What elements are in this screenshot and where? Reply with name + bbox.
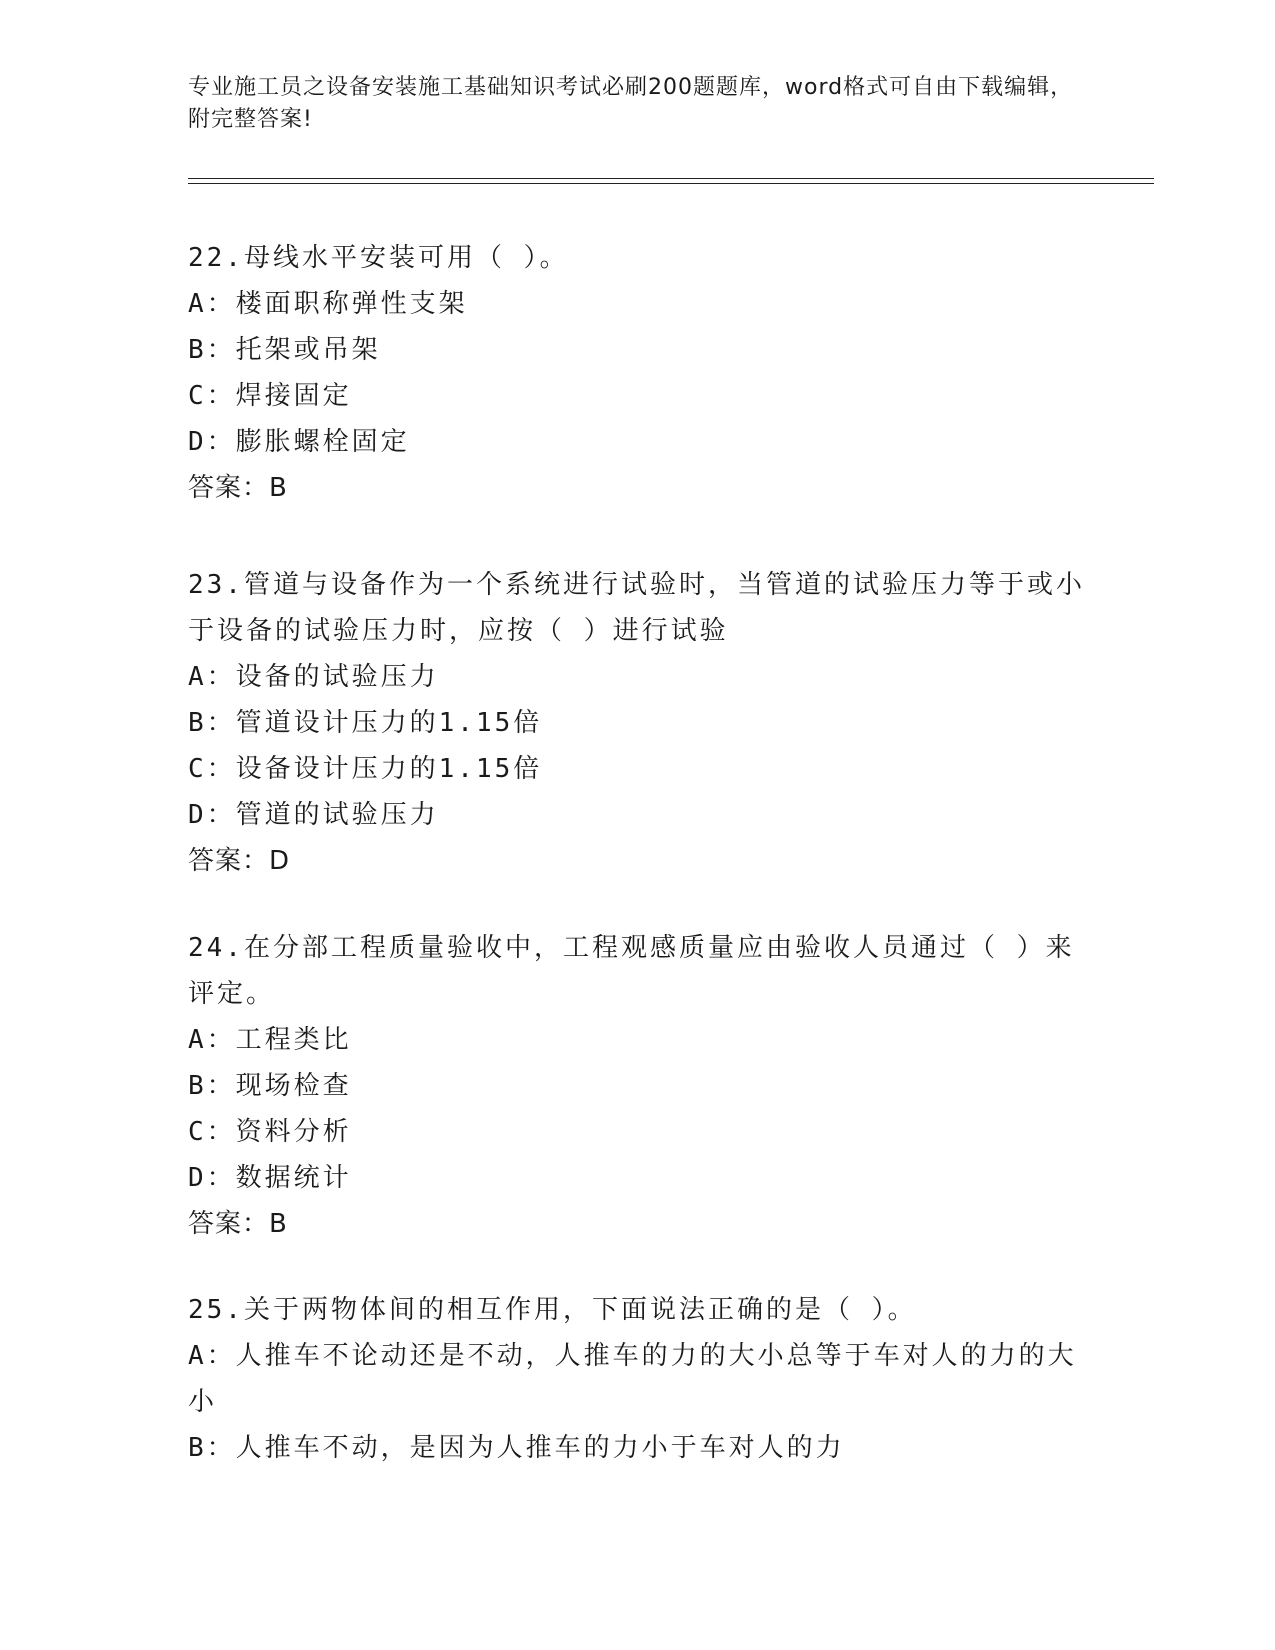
question-stem-line-1: 24.在分部工程质量验收中，工程观感质量应由验收人员通过（ ）来 [188, 933, 1075, 963]
option-c: C：设备设计压力的1.15倍 [188, 754, 543, 784]
option-d: D：膨胀螺栓固定 [188, 427, 410, 457]
document-title: 专业施工员之设备安装施工基础知识考试必刷200题题库，word格式可自由下载编辑，附完整答案! [188, 75, 1074, 132]
question-stem: 25.关于两物体间的相互作用，下面说法正确的是（ ）。 [188, 1295, 917, 1325]
question-25 [188, 1287, 1077, 1471]
option-d: D：管道的试验压力 [188, 800, 439, 830]
option-a: A：工程类比 [188, 1025, 352, 1055]
option-c: C：资料分析 [188, 1117, 352, 1147]
answer: 答案：B [188, 1209, 288, 1239]
option-c: C：焊接固定 [188, 381, 352, 411]
answer: 答案：D [188, 846, 291, 876]
option-a-line-2: 小 [188, 1387, 218, 1417]
option-b: B：人推车不动，是因为人推车的力小于车对人的力 [188, 1433, 845, 1463]
question-stem: 22.母线水平安装可用（ ）。 [188, 243, 569, 273]
question-stem-line-2: 评定。 [188, 979, 276, 1009]
option-a: A：楼面职称弹性支架 [188, 289, 468, 319]
document-header [188, 72, 1088, 136]
question-23 [188, 562, 1085, 884]
question-24 [188, 925, 1075, 1247]
option-a: A：设备的试验压力 [188, 662, 439, 692]
option-b: B：管道设计压力的1.15倍 [188, 708, 543, 738]
option-d: D：数据统计 [188, 1163, 352, 1193]
option-a-line-1: A：人推车不论动还是不动，人推车的力的大小总等于车对人的力的大 [188, 1341, 1077, 1371]
question-stem-line-1: 23.管道与设备作为一个系统进行试验时，当管道的试验压力等于或小 [188, 570, 1085, 600]
question-22 [188, 235, 1068, 511]
answer: 答案：B [188, 473, 288, 503]
question-stem-line-2: 于设备的试验压力时，应按（ ）进行试验 [188, 616, 729, 646]
header-divider-top [188, 178, 1154, 179]
option-b: B：托架或吊架 [188, 335, 381, 365]
option-b: B：现场检查 [188, 1071, 352, 1101]
header-divider-bottom [188, 183, 1154, 184]
